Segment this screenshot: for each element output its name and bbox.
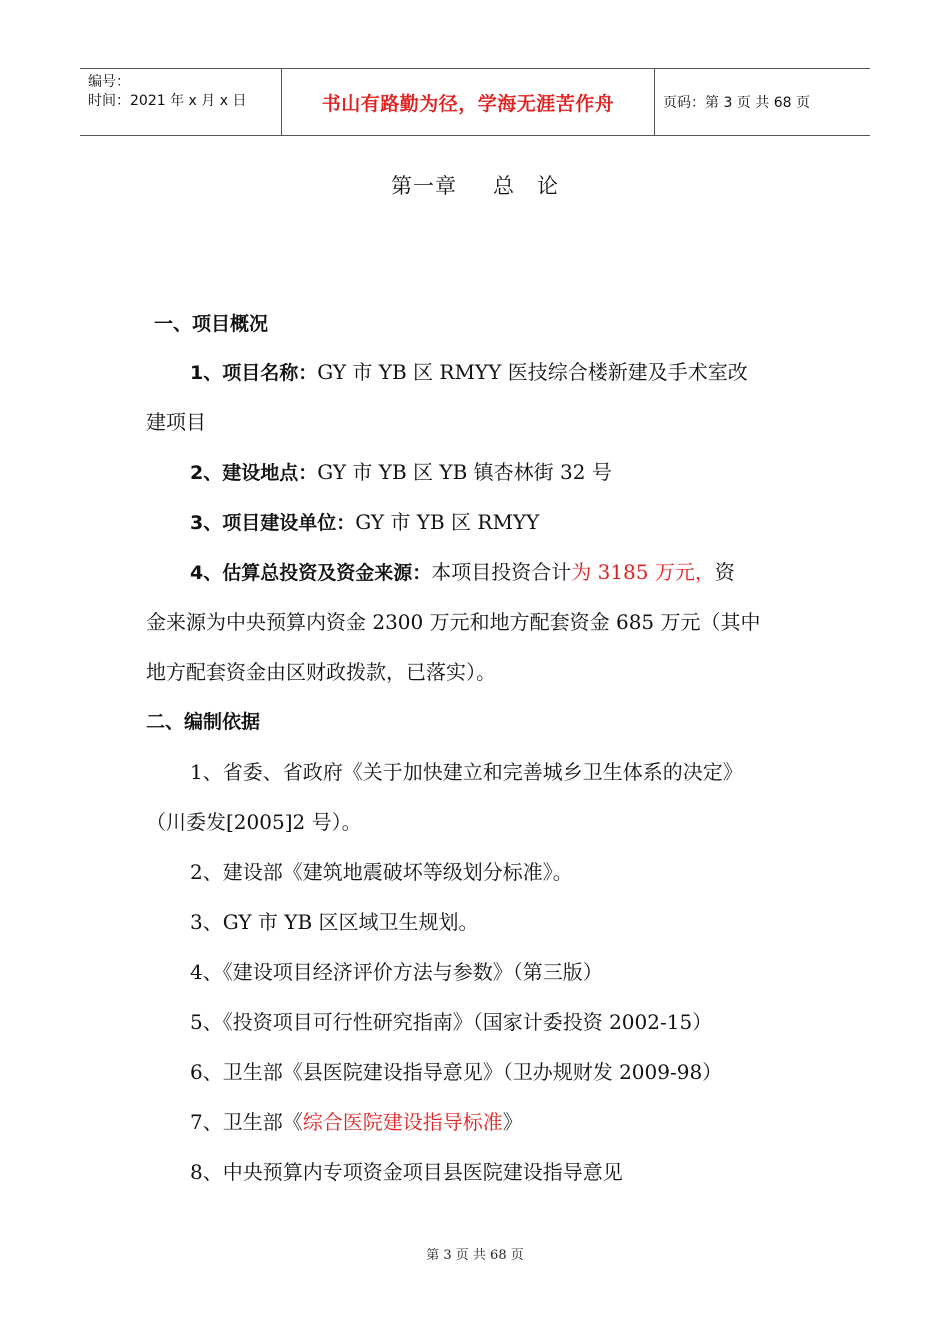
chapter-name: 总 论 — [493, 174, 559, 198]
basis-item-1-cont: （川委发[2005]2 号）。 — [146, 810, 362, 834]
page-footer: 第 3 页 共 68 页 — [426, 1248, 524, 1263]
basis-item-6: 6、卫生部《县医院建设指导意见》（卫办规财发 2009-98） — [190, 1060, 723, 1084]
item-2-text: GY 市 YB 区 YB 镇杏林街 32 号 — [317, 460, 612, 484]
item-4-text: 本项目投资合计 — [431, 560, 572, 584]
overview-item-3 — [190, 508, 539, 537]
basis-item-1: 1、省委、省政府《关于加快建立和完善城乡卫生体系的决定》 — [190, 760, 743, 784]
overview-item-1-cont: 建项目 — [146, 410, 206, 434]
overview-item-4 — [190, 558, 735, 587]
basis-item-4: 4、《建设项目经济评价方法与参数》（第三版） — [190, 960, 603, 984]
item-4-label: 4、估算总投资及资金来源： — [190, 562, 432, 584]
item-4-amount: 为 3185 万元， — [571, 560, 715, 584]
chapter-number: 第一章 — [391, 174, 457, 198]
basis-item-2: 2、建设部《建筑地震破坏等级划分标准》。 — [190, 860, 573, 884]
item-3-text: GY 市 YB 区 RMYY — [355, 510, 540, 534]
item-3-label: 3、项目建设单位： — [190, 512, 356, 534]
overview-item-1 — [190, 358, 748, 387]
overview-item-4-cont2: 地方配套资金由区财政拨款，已落实）。 — [146, 660, 496, 684]
item-2-label: 2、建设地点： — [190, 462, 318, 484]
header-number-label: 编号： — [88, 74, 130, 90]
item-4-tail: 资 — [714, 560, 735, 584]
page-header — [80, 68, 870, 136]
item-1-label: 1、项目名称： — [190, 362, 318, 384]
overview-item-4-cont1: 金来源为中央预算内资金 2300 万元和地方配套资金 685 万元（其中 — [146, 610, 761, 634]
header-motto: 书山有路勤为径，学海无涯苦作舟 — [282, 69, 655, 135]
header-time-label: 时间：2021 年 x 月 x 日 — [88, 93, 247, 109]
chapter-title — [0, 170, 950, 200]
basis-item-7-post: 》 — [502, 1110, 523, 1134]
basis-item-7-pre: 7、卫生部《 — [190, 1110, 303, 1134]
item-1-text: GY 市 YB 区 RMYY 医技综合楼新建及手术室改 — [317, 360, 748, 384]
basis-item-8: 8、中央预算内专项资金项目县医院建设指导意见 — [190, 1160, 623, 1184]
basis-item-5: 5、《投资项目可行性研究指南》（国家计委投资 2002-15） — [190, 1010, 713, 1034]
header-meta — [80, 69, 282, 135]
basis-item-7-title: 综合医院建设指导标准 — [302, 1110, 503, 1134]
overview-item-2 — [190, 458, 612, 487]
basis-item-7 — [190, 1108, 523, 1136]
section-heading-overview: 一、项目概况 — [154, 313, 269, 335]
section-heading-basis: 二、编制依据 — [146, 711, 261, 733]
basis-item-3: 3、GY 市 YB 区区域卫生规划。 — [190, 910, 479, 934]
header-page-info: 页码：第 3 页 共 68 页 — [663, 95, 810, 111]
